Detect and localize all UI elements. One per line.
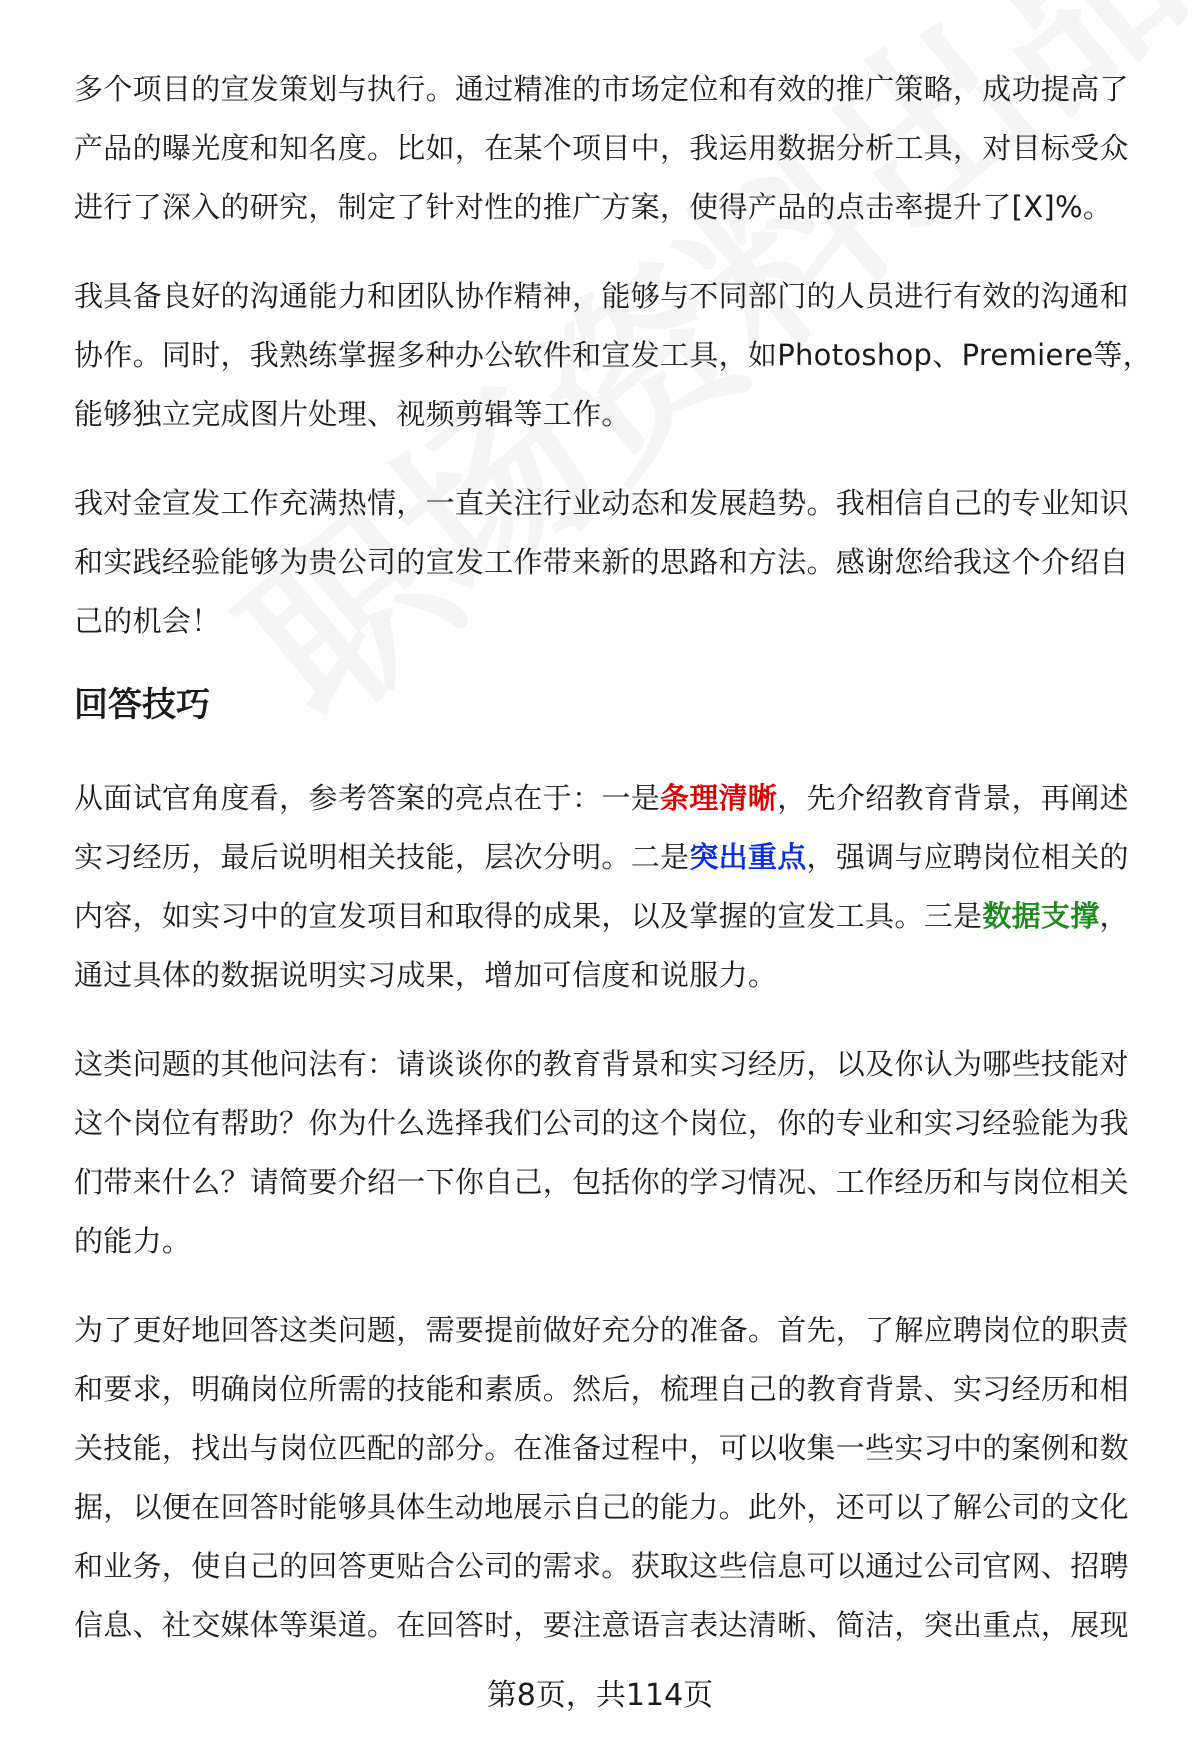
- paragraph-skills: 我具备良好的沟通能力和团队协作精神，能够与不同部门的人员进行有效的沟通和协作。同时，我熟练掌握多种办公软件和宣发工具，如Photoshop、Premiere等，能够独立完成图片处理、视频剪辑等工作。: [74, 279, 1152, 431]
- highlight-key-points: 突出重点: [689, 840, 807, 874]
- tips-text-1: 从面试官角度看，参考答案的亮点在于：一是: [74, 781, 661, 815]
- paragraph-preparation: 为了更好地回答这类问题，需要提前做好充分的准备。首先，了解应聘岗位的职责和要求，明确岗位所需的技能和素质。然后，梳理自己的教育背景、实习经历和相关技能，找出与岗位匹配的部分。在准备过程中，可以收集一些实习中的案例和数据，以便在回答时能够具体生动地展示自己的能力。此外，还可以了解公司的文化和业务，使自己的回答更贴合公司的需求。获取这些信息可以通过公司官网、招聘信息、社交媒体等渠道。在回答时，要注意语言表达清晰、简洁，突出重点，展现: [74, 1313, 1129, 1642]
- paragraph-tips: [74, 769, 1154, 1005]
- highlight-data-support: 数据支撑: [982, 899, 1100, 933]
- highlight-clear-structure: 条理清晰: [660, 781, 778, 815]
- section-heading: 回答技巧: [74, 685, 210, 725]
- paragraph-alternative-questions: 这类问题的其他问法有：请谈谈你的教育背景和实习经历，以及你认为哪些技能对这个岗位有帮助？你为什么选择我们公司的这个岗位，你的专业和实习经验能为我们带来什么？请简要介绍一下你自己，包括你的学习情况、工作经历和与岗位相关的能力。: [74, 1047, 1129, 1258]
- paragraph-project-experience: 多个项目的宣发策划与执行。通过精准的市场定位和有效的推广策略，成功提高了产品的曝光度和知名度。比如，在某个项目中，我运用数据分析工具，对目标受众进行了深入的研究，制定了针对性的推广方案，使得产品的点击率提升了[X]%。: [74, 72, 1129, 224]
- paragraph-closing: 我对金宣发工作充满热情，一直关注行业动态和发展趋势。我相信自己的专业知识和实践经验能够为贵公司的宣发工作带来新的思路和方法。感谢您给我这个介绍自己的机会！: [74, 486, 1129, 638]
- page-number: 第8页，共114页: [486, 1678, 714, 1713]
- document-page: [74, 60, 1154, 1685]
- tips-text-3: ，强调与应聘岗位相关的内容，如实习中的宣发项目和取得的成果，以及掌握的宣发工具。三是: [74, 840, 1129, 933]
- tips-text-4: ，通过具体的数据说明实习成果，增加可信度和说服力。: [74, 899, 1129, 992]
- tips-text-2: ，先介绍教育背景，再阐述实习经历，最后说明相关技能，层次分明。二是: [74, 781, 1129, 874]
